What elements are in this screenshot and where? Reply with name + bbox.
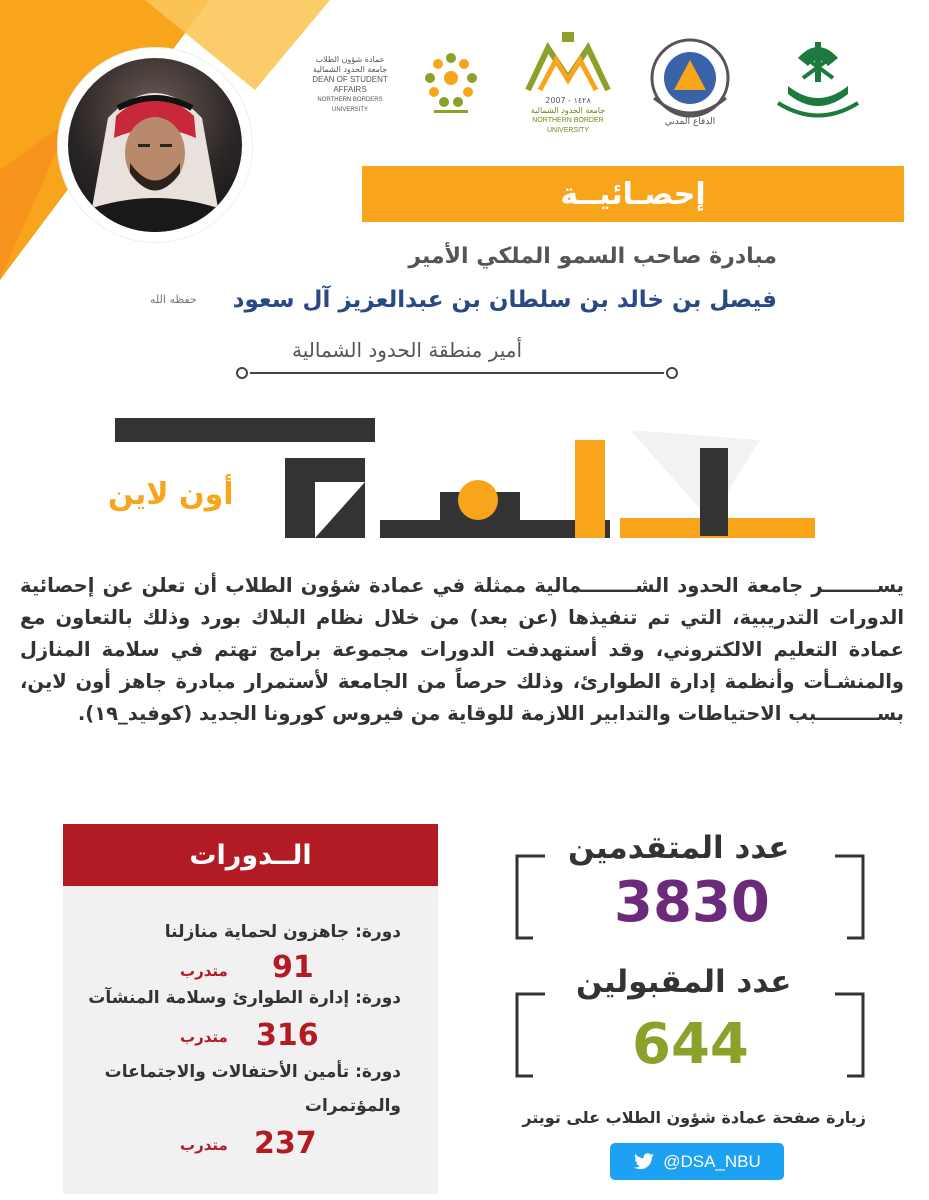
nbu-emblem-icon xyxy=(518,30,618,92)
honorific-seal: حفظه الله xyxy=(150,293,197,306)
announcement-paragraph: يســــــــر جامعة الحدود الشــــــــمالية ممثلة في عمادة شؤون الطلاب أن تعلن عن إحصائية الدورات التدريبية، التي تم تنفيذها (عن بعد) من خلال نظام البلاك بورد وذلك بالتعاون مع عمادة التعليم الالكتروني، وقد أستهدفت الدورات مجموعة برامج تهتم في سلامة المنازل والمنشـأت وأنظمة إدارة الطوارئ، وذلك حرصاً من الجامعة لأستمرار مبادرة جاهز أون لاين، بســـــــــبب الاحتياطات والتدابير اللازمة للوقاية من فيروس كورونا الجديد (كوفيد_١٩). xyxy=(20,574,904,725)
ornament-divider xyxy=(232,365,682,381)
accepted-count: 644 xyxy=(632,1012,749,1077)
course-3-name-line2: والمؤتمرات xyxy=(304,1096,401,1116)
course-2-unit: متدرب xyxy=(180,1028,228,1046)
online-label: أون لاين xyxy=(108,477,234,512)
applicants-label: عدد المتقدمين xyxy=(558,830,799,866)
prince-portrait xyxy=(58,48,252,242)
course-2-name: دورة: إدارة الطوارئ وسلامة المنشآت xyxy=(88,988,401,1008)
emirate-logo-icon xyxy=(768,28,868,128)
jahiz-online-logo xyxy=(110,400,820,550)
applicants-count: 3830 xyxy=(614,870,770,935)
portrait-image xyxy=(68,58,242,232)
twitter-bird-icon xyxy=(633,1153,655,1171)
nbu-year: 2007 - ١٤٢٨ xyxy=(545,96,591,105)
logo-text-en1: DEAN OF STUDENT AFFAIRS xyxy=(312,75,388,94)
logo-text-ar2: جامعة الحدود الشمالية xyxy=(312,65,388,74)
twitter-handle: @DSA_NBU xyxy=(663,1151,761,1171)
twitter-caption: زيارة صفحة عمادة شؤون الطلاب على تويتر xyxy=(522,1108,866,1127)
course-1-name: دورة: جاهزون لحماية منازلنا xyxy=(164,922,401,942)
twitter-link-button[interactable] xyxy=(610,1143,784,1180)
course-3-count: 237 xyxy=(254,1126,317,1161)
course-3-unit: متدرب xyxy=(180,1136,228,1154)
civil-defense-text: الدفاع المدني xyxy=(664,117,716,127)
course-3-name-line1: دورة: تأمين الأحتفالات والاجتماعات xyxy=(104,1062,401,1082)
statistics-banner: إحصـائيــة xyxy=(362,166,904,222)
logo-text-en2: NORTHERN BORDERS UNIVERSITY xyxy=(317,97,383,113)
accepted-label: عدد المقبولين xyxy=(566,964,801,1000)
prince-title: أمير منطقة الحدود الشمالية xyxy=(292,338,523,362)
nbu-text-en: NORTHERN BORDER UNIVERSITY xyxy=(532,117,604,134)
logo-text-ar: عمادة شؤون الطلاب xyxy=(315,55,385,64)
dean-student-affairs-logo-text xyxy=(300,55,400,115)
nbu-text-ar: جامعة الحدود الشمالية xyxy=(530,106,606,115)
course-2-count: 316 xyxy=(256,1018,319,1053)
course-1-count: 91 xyxy=(272,950,314,985)
nbu-logo xyxy=(518,30,618,136)
courses-title: الــدورات xyxy=(63,824,438,886)
course-1-unit: متدرب xyxy=(180,962,228,980)
civil-defense-logo-icon xyxy=(640,28,740,128)
prince-name: فيصل بن خالد بن سلطان بن عبدالعزيز آل سعود xyxy=(232,287,777,313)
dsa-emblem-icon xyxy=(418,48,484,118)
initiative-line-1: مبادرة صاحب السمو الملكي الأمير xyxy=(408,244,777,269)
